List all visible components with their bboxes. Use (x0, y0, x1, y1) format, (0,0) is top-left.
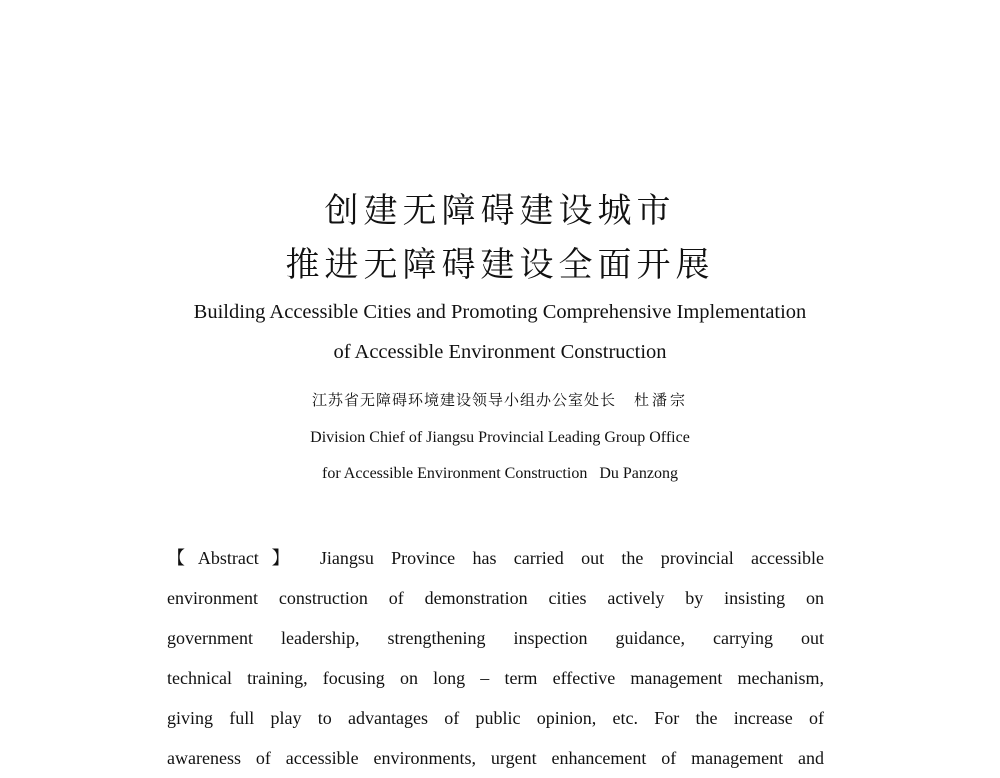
abstract-line (167, 538, 824, 578)
chinese-title-line-2: 推进无障碍建设全面开展 (285, 245, 715, 285)
author-english-line-1: Division Chief of Jiangsu Provincial Leading Group Office (310, 429, 690, 446)
english-title-line-1: Building Accessible Cities and Promoting Comprehensive Implementation (193, 301, 807, 323)
author-chinese (0, 393, 1000, 408)
author-english-line-2 (0, 466, 1000, 482)
author-affiliation-en: for Accessible Environment Construction (322, 465, 588, 482)
abstract-line: awareness of accessible environments, urgent enhancement of management and (167, 748, 824, 768)
abstract-line: environment construction of demonstration cities actively by insisting on (167, 588, 824, 608)
abstract-line: government leadership, strengthening inspection guidance, carrying out (167, 628, 824, 648)
abstract-line: giving full play to advantages of public opinion, etc. For the increase of (167, 708, 824, 728)
abstract-line: technical training, focusing on long – term effective management mechanism, (167, 668, 824, 688)
abstract-label: 【Abstract】 (167, 548, 303, 568)
abstract-paragraph (167, 538, 824, 778)
chinese-title-line-1: 创建无障碍建设城市 (324, 191, 676, 231)
author-name-zh: 杜潘宗 (634, 391, 689, 409)
author-name-en: Du Panzong (599, 465, 678, 482)
english-title-line-2: of Accessible Environment Construction (333, 341, 667, 363)
author-affiliation-zh: 江苏省无障碍环境建设领导小组办公室处长 (311, 391, 616, 409)
abstract-line-text: Jiangsu Province has carried out the provincial accessible (319, 548, 825, 568)
